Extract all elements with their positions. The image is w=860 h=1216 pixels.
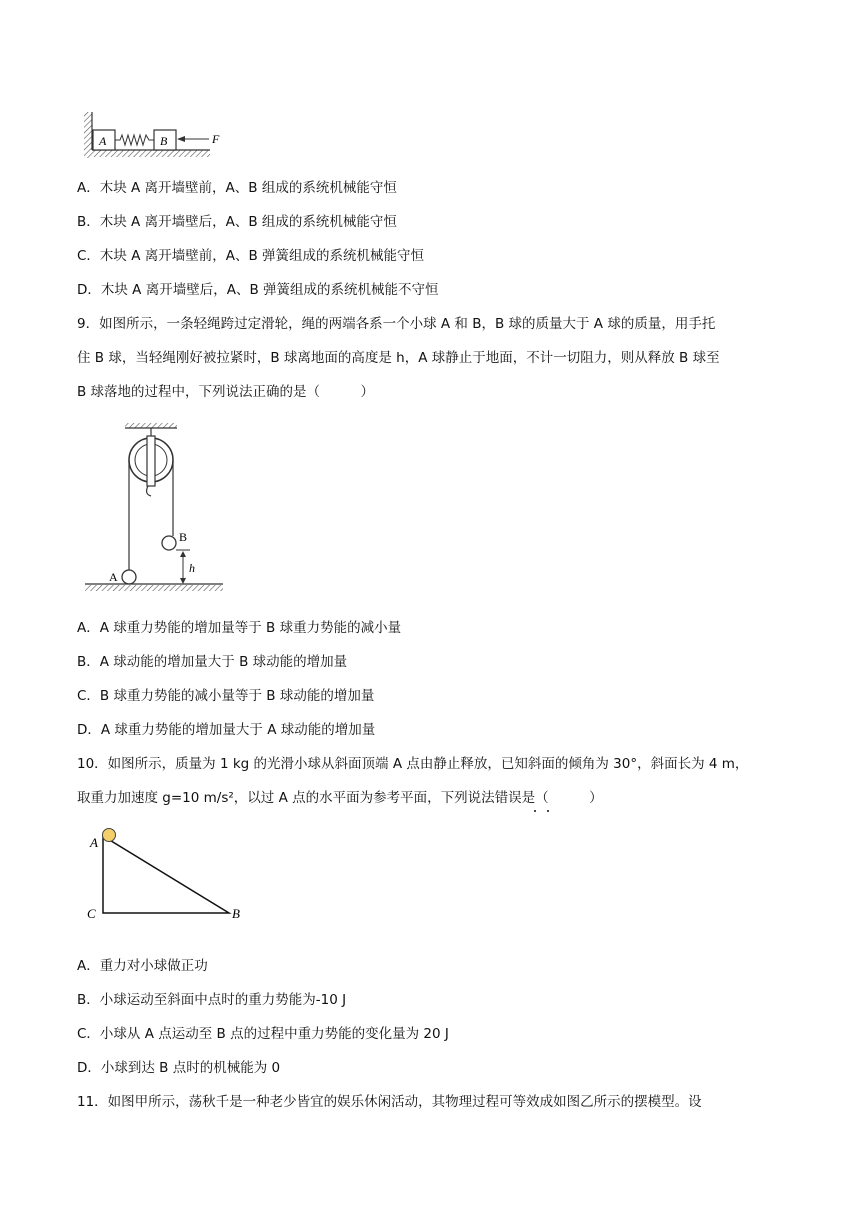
wall: [84, 112, 92, 158]
q9-option-a: A．A 球重力势能的增加量等于 B 球重力势能的减小量: [77, 620, 402, 636]
point-a-label: A: [90, 835, 98, 850]
q10-option-a: A．重力对小球做正功: [77, 958, 208, 974]
q11-stem-line-1: 11．如图甲所示，荡秋千是一种老少皆宜的娱乐休闲活动，其物理过程可等效成如图乙所示的摆模型。设: [77, 1094, 702, 1110]
q9-stem-line-1: 9．如图所示，一条轻绳跨过定滑轮，绳的两端各系一个小球 A 和 B，B 球的质量大于 A 球的质量，用手托: [77, 316, 716, 332]
ball-b-label: B: [179, 530, 188, 544]
emphasis-dot: [534, 810, 536, 812]
incline: [103, 836, 229, 913]
ground-q9: [85, 585, 223, 591]
ball-a-label: A: [109, 570, 118, 584]
q9-option-c: C．B 球重力势能的减小量等于 B 球动能的增加量: [77, 688, 375, 704]
q10-stem-line-1: 10．如图所示，质量为 1 kg 的光滑小球从斜面顶端 A 点由静止释放，已知斜面的倾角为 30°，斜面长为 4 m，: [77, 756, 749, 772]
point-b-label: B: [232, 906, 240, 921]
emphasis-dot: [547, 810, 549, 812]
ball-b: [162, 536, 176, 550]
q9-stem-line-2: 住 B 球，当轻绳刚好被拉紧时，B 球离地面的高度是 h，A 球静止于地面，不计一切阻力，则从释放 B 球至: [77, 350, 720, 366]
q10-option-b: B．小球运动至斜面中点时的重力势能为-10 J: [77, 992, 347, 1008]
q9-option-b: B．A 球动能的增加量大于 B 球动能的增加量: [77, 654, 348, 670]
ball: [103, 829, 116, 842]
q8-option-a: A．木块 A 离开墙壁前，A、B 组成的系统机械能守恒: [77, 180, 397, 196]
height-label: h: [189, 561, 195, 575]
ground: [92, 150, 210, 157]
pulley-bracket: [147, 436, 155, 486]
spring: [115, 135, 154, 145]
q8-option-c: C．木块 A 离开墙壁前，A、B 弹簧组成的系统机械能守恒: [77, 248, 425, 264]
q10-option-c: C．小球从 A 点运动至 B 点的过程中重力势能的变化量为 20 J: [77, 1026, 449, 1042]
q10-figure: [84, 824, 254, 924]
q9-stem-line-3: B 球落地的过程中，下列说法正确的是（ ）: [77, 384, 375, 400]
force-label: F: [212, 132, 220, 146]
q8-option-b: B．木块 A 离开墙壁后，A、B 组成的系统机械能守恒: [77, 214, 397, 230]
q9-figure: [80, 420, 230, 600]
block-b-label: B: [160, 134, 168, 148]
block-a-label: A: [99, 134, 107, 148]
point-c-label: C: [87, 906, 96, 921]
q9-option-d: D．A 球重力势能的增加量大于 A 球动能的增加量: [77, 722, 376, 738]
q10-stem-line-2: 取重力加速度 g=10 m/s²，以过 A 点的水平面为参考平面，下列说法错误是（ ）: [77, 790, 603, 806]
ball-a: [122, 570, 136, 584]
q8-figure: [84, 110, 234, 162]
ceiling: [125, 423, 177, 428]
q10-option-d: D．小球到达 B 点时的机械能为 0: [77, 1060, 281, 1076]
q8-option-d: D．木块 A 离开墙壁后，A、B 弹簧组成的系统机械能不守恒: [77, 282, 439, 298]
